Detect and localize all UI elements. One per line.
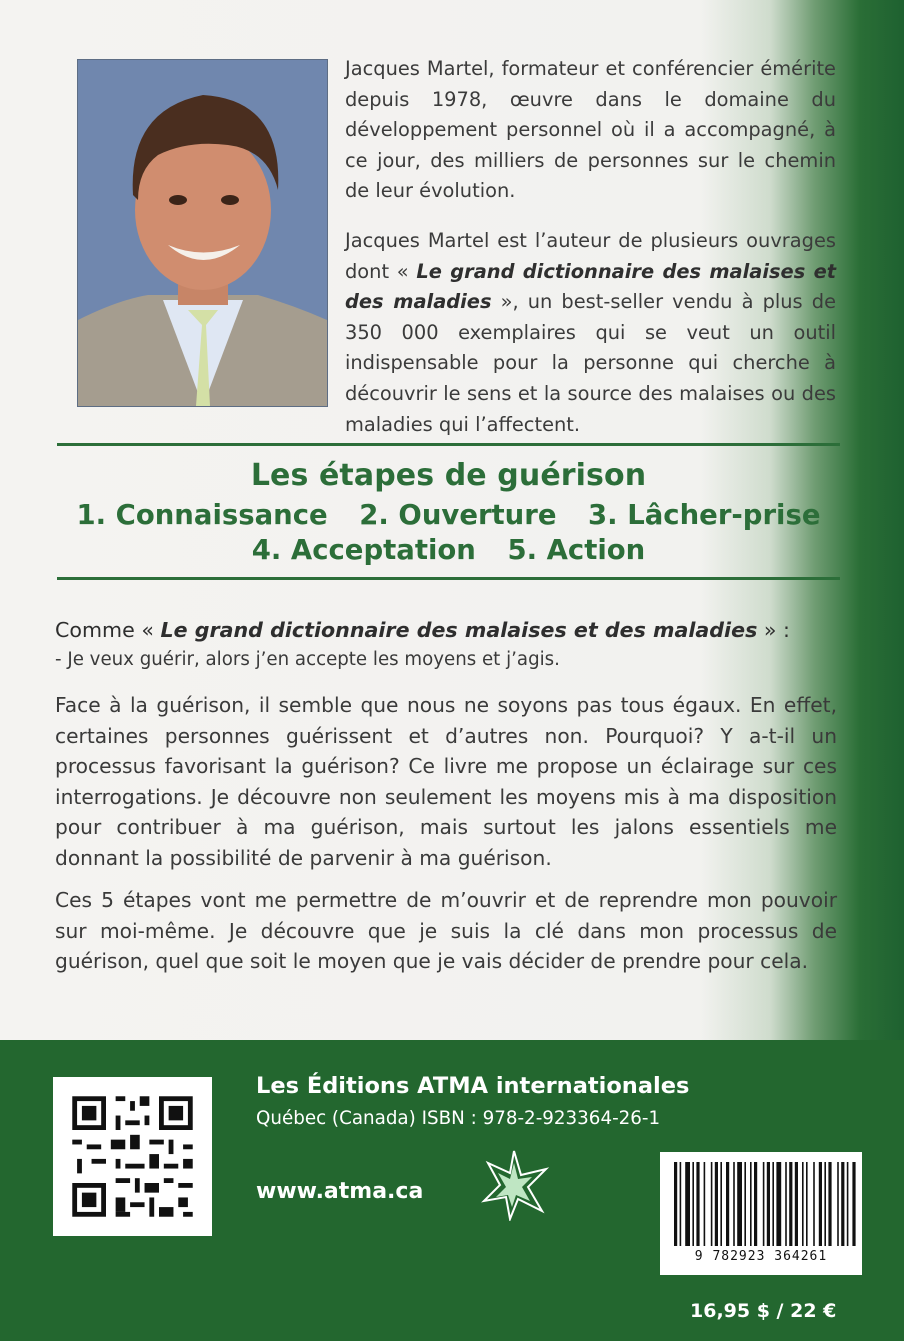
barcode-bar	[828, 1162, 831, 1246]
publisher-name: Les Éditions ATMA internationales	[256, 1073, 690, 1099]
barcode-digits: 9 782923 364261	[694, 1249, 828, 1264]
quote-line: - Je veux guérir, alors j’en accepte les moyens et j’agis.	[55, 649, 560, 670]
barcode-bar	[680, 1162, 682, 1246]
isbn-line: Québec (Canada) ISBN : 978-2-923364-26-1	[256, 1108, 661, 1129]
barcode-bar	[789, 1162, 792, 1246]
barcode-bar	[806, 1162, 808, 1246]
price: 16,95 $ / 22 €	[690, 1300, 837, 1322]
quote-suffix: » :	[757, 618, 790, 642]
author-bio	[345, 54, 836, 459]
steps-title: Les étapes de guérison	[250, 458, 647, 493]
bio-text: », un best-seller vendu à plus de 350 000 exemplaires qui se veut un outil indispensable pour la personne qui cherche à découvrir le sens et la source des malaises ou des maladies qui l’affectent.	[345, 290, 836, 436]
quote-book-title: Le grand dictionnaire des malaises et des maladies	[160, 618, 758, 642]
qr-code-icon	[53, 1077, 212, 1236]
author-photo	[77, 59, 328, 407]
divider-top	[57, 443, 840, 446]
body-paragraph-2: Ces 5 étapes vont me permettre de m’ouvrir et de reprendre mon pouvoir sur moi-même. Je découvre que je suis la clé dans mon processus de guérison, quel que soit le moyen que je vais décider de prendre pour cela.	[55, 888, 837, 974]
barcode-bar	[754, 1162, 757, 1246]
quote-heading	[55, 618, 845, 642]
barcode-bar	[692, 1162, 694, 1246]
barcode-bar	[813, 1162, 815, 1246]
star-logo-icon	[478, 1149, 550, 1221]
barcode-bar	[750, 1162, 752, 1246]
divider-bottom	[57, 577, 840, 580]
barcode-bar	[696, 1162, 699, 1246]
body-paragraph-1: Face à la guérison, il semble que nous ne soyons pas tous égaux. En effet, certaines personnes guérissent et d’autres non. Pourquoi? Y a-t-il un processus favorisant la guérison? Ce livre me propose un éclairage sur ces interrogations. Je découvre non seulement les moyens mis à ma disposition pour contribuer à ma guérison, mais surtout les jalons essentiels me donnant la possibilité de parvenir à ma guérison.	[55, 693, 837, 870]
barcode-bar	[776, 1162, 781, 1246]
quote-prefix: Comme «	[55, 618, 161, 642]
barcode-bar	[852, 1162, 855, 1246]
barcode-bar	[847, 1162, 849, 1246]
barcode-bar	[819, 1162, 822, 1246]
barcode-bar	[720, 1162, 722, 1246]
bio-paragraph-1: Jacques Martel, formateur et conférencier émérite depuis 1978, œuvre dans le domaine du développement personnel où il a accompagné, à ce jour, des milliers de personnes sur le chemin de leur évolution.	[345, 57, 836, 203]
barcode-bar	[767, 1162, 770, 1246]
barcode-bar	[802, 1162, 804, 1246]
steps-line-2	[57, 534, 840, 566]
step-item: 5. Action	[507, 534, 646, 566]
barcode-bar	[785, 1162, 787, 1246]
barcode-bar	[733, 1162, 735, 1246]
barcode-bar	[795, 1162, 798, 1246]
website-link[interactable]: www.atma.ca	[256, 1179, 424, 1204]
barcode-bar	[837, 1162, 839, 1246]
barcode-bar	[841, 1162, 844, 1246]
book-title: Le grand dictionnaire des malaises et des maladies	[345, 259, 836, 314]
bio-text: Jacques Martel est l’auteur de plusieurs ouvrages dont «	[345, 228, 836, 283]
bio-paragraph-2	[345, 226, 836, 440]
barcode-bar	[744, 1162, 746, 1246]
barcode-bar	[772, 1162, 774, 1246]
barcode-bar	[763, 1162, 765, 1246]
barcode-bar	[824, 1162, 826, 1246]
step-item: 4. Acceptation	[251, 534, 476, 566]
barcode-bar	[685, 1162, 690, 1246]
barcode-bar	[704, 1162, 706, 1246]
barcode-bar	[674, 1162, 677, 1246]
steps-line-1	[57, 499, 840, 531]
barcode-icon	[660, 1152, 862, 1275]
barcode-bar	[737, 1162, 742, 1246]
barcode-bar	[726, 1162, 729, 1246]
barcode-bar	[711, 1162, 713, 1246]
step-item: 3. Lâcher-prise	[588, 499, 821, 531]
step-item: 2. Ouverture	[359, 499, 557, 531]
barcode-bar	[715, 1162, 718, 1246]
step-item: 1. Connaissance	[76, 499, 328, 531]
